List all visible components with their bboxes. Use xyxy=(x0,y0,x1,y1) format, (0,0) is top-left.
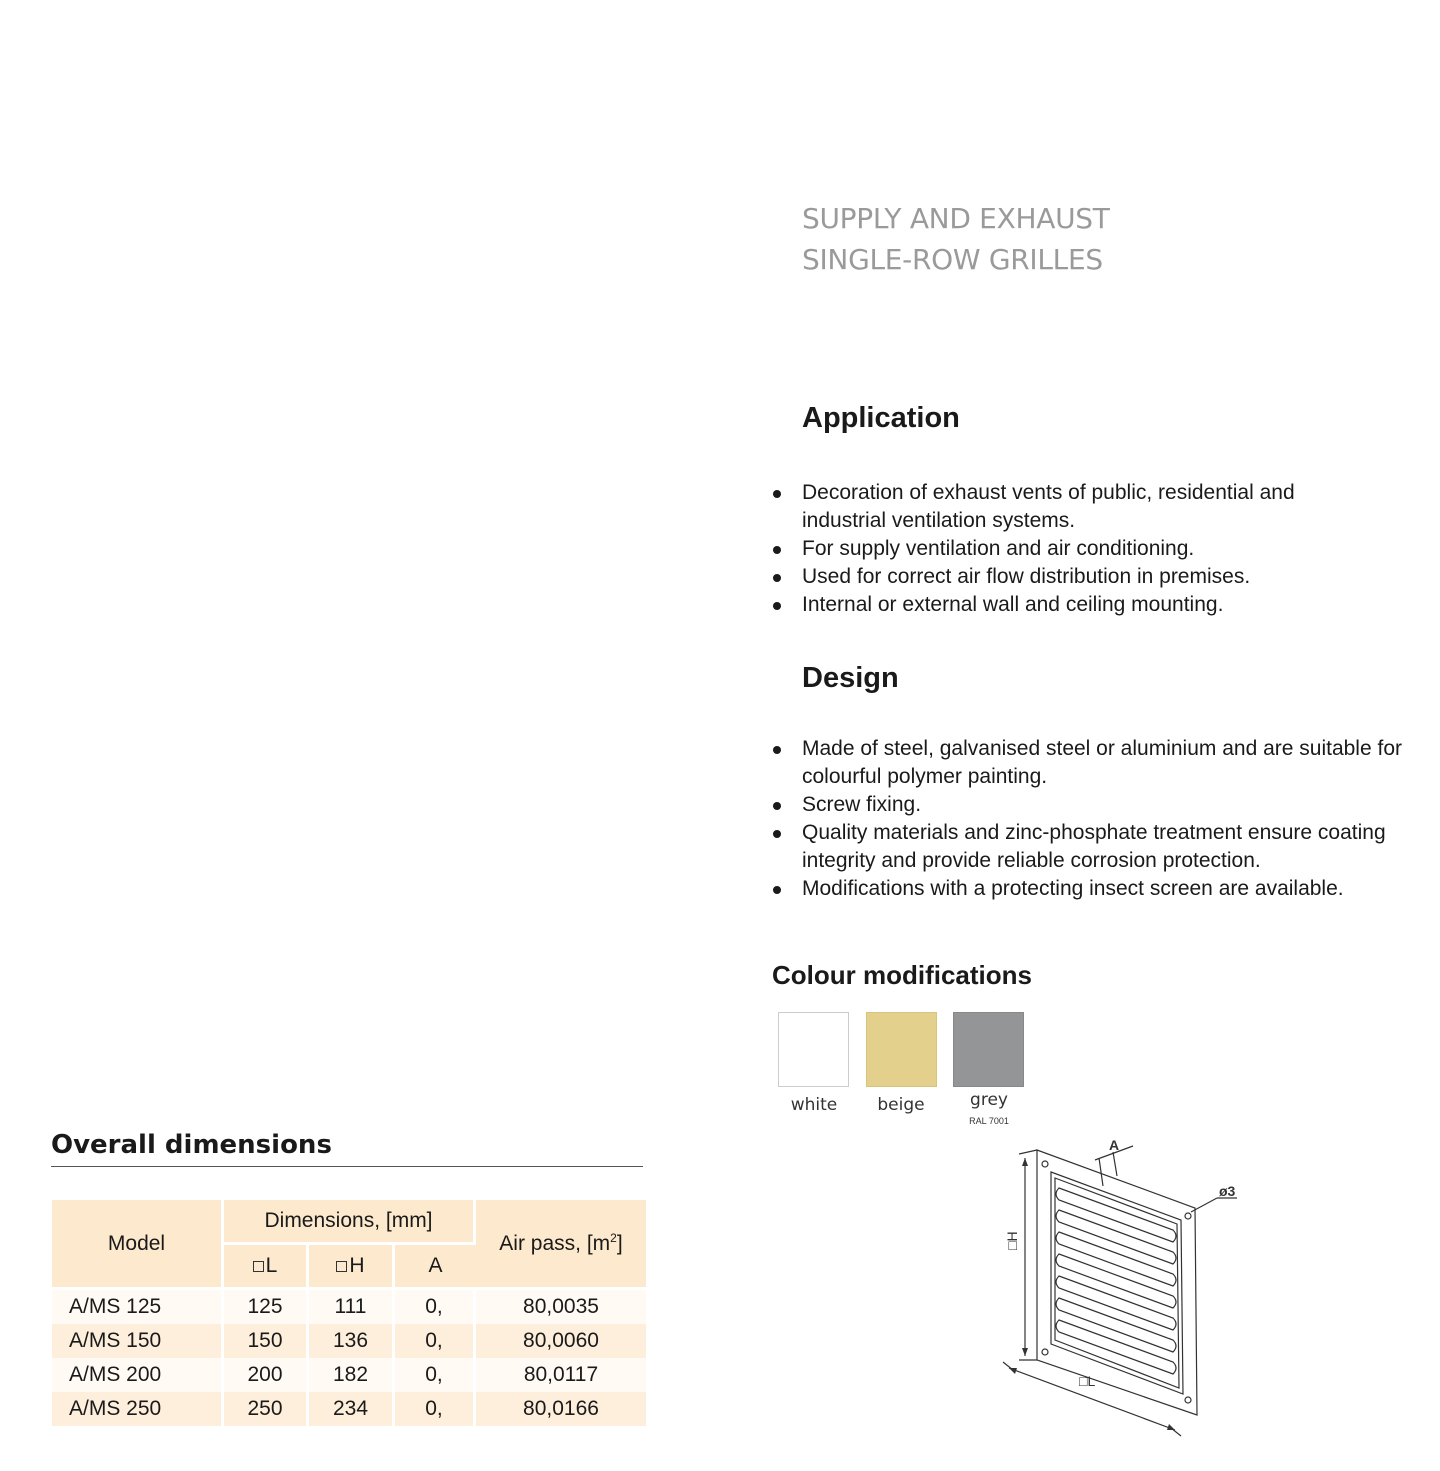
drawing-label-A: A xyxy=(1109,1137,1120,1153)
cell-model: A/MS 250 xyxy=(52,1392,224,1426)
application-heading: Application xyxy=(802,402,960,434)
page-title-line-2: SINGLE-ROW GRILLES xyxy=(802,243,1103,276)
table-row xyxy=(52,1358,646,1392)
page-title-line-1: SUPPLY AND EXHAUST xyxy=(802,202,1110,235)
grille-plate-outline xyxy=(1037,1150,1197,1415)
cell-A: 0, xyxy=(395,1324,476,1358)
cell-H: 136 xyxy=(309,1324,395,1358)
screw-hole xyxy=(1042,1349,1048,1355)
cell-A: 0, xyxy=(395,1392,476,1426)
application-item: Decoration of exhaust vents of public, residential and industrial ventilation systems. xyxy=(771,479,1331,535)
cell-air-pass: 80,0060 xyxy=(476,1324,646,1358)
cell-H: 182 xyxy=(309,1358,395,1392)
design-item: Screw fixing. xyxy=(771,791,1416,819)
cell-L: 125 xyxy=(224,1290,309,1324)
design-item: Modifications with a protecting insect screen are available. xyxy=(771,875,1416,903)
swatch-white xyxy=(778,1012,849,1087)
grille-technical-drawing xyxy=(995,1130,1255,1450)
cell-air-pass: 80,0035 xyxy=(476,1290,646,1324)
cell-model: A/MS 150 xyxy=(52,1324,224,1358)
col-header-A: A xyxy=(395,1245,476,1290)
drawing-label-L: □L xyxy=(1079,1373,1096,1389)
dimensions-table xyxy=(52,1200,646,1426)
cell-L: 150 xyxy=(224,1324,309,1358)
application-item: For supply ventilation and air conditioning. xyxy=(771,535,1331,563)
table-row xyxy=(52,1392,646,1426)
leader-line-d3 xyxy=(1191,1198,1217,1212)
design-heading: Design xyxy=(802,662,899,694)
screw-hole xyxy=(1185,1397,1191,1403)
grille-louvres xyxy=(1056,1188,1176,1374)
application-list xyxy=(771,479,1331,619)
cell-H: 234 xyxy=(309,1392,395,1426)
col-header-air-pass: Air pass, $[m^2]$ xyxy=(476,1200,646,1290)
cell-air-pass: 80,0166 xyxy=(476,1392,646,1426)
col-header-model: Model xyxy=(52,1200,224,1290)
table-row xyxy=(52,1290,646,1324)
cell-H: 111 xyxy=(309,1290,395,1324)
cell-A: 0, xyxy=(395,1290,476,1324)
swatch-grey-ral: RAL 7001 xyxy=(969,1116,1009,1126)
swatch-beige-label: beige xyxy=(877,1095,925,1115)
design-item: Quality materials and zinc-phosphate treatment ensure coating integrity and provide reliable corrosion protection. xyxy=(771,819,1416,875)
design-list xyxy=(771,735,1416,903)
drawing-label-d3: ø3 xyxy=(1219,1183,1236,1199)
cell-A: 0, xyxy=(395,1358,476,1392)
swatch-beige xyxy=(866,1012,937,1087)
cell-model: A/MS 125 xyxy=(52,1290,224,1324)
swatch-grey xyxy=(953,1012,1024,1087)
cell-L: 200 xyxy=(224,1358,309,1392)
square-symbol-icon xyxy=(253,1261,264,1272)
swatch-white-label: white xyxy=(790,1095,838,1115)
drawing-label-H: □H xyxy=(1004,1231,1020,1250)
col-header-L: L xyxy=(224,1245,309,1290)
heading-divider xyxy=(51,1166,643,1167)
application-item: Used for correct air flow distribution in premises. xyxy=(771,563,1331,591)
col-header-dimensions: Dimensions, [mm] xyxy=(224,1200,476,1245)
cell-air-pass: 80,0117 xyxy=(476,1358,646,1392)
design-item: Made of steel, galvanised steel or aluminium and are suitable for colourful polymer painting. xyxy=(771,735,1416,791)
screw-hole xyxy=(1042,1161,1048,1167)
screw-hole xyxy=(1185,1213,1191,1219)
swatch-grey-label: grey xyxy=(970,1090,1008,1110)
application-item: Internal or external wall and ceiling mounting. xyxy=(771,591,1331,619)
colour-modifications-heading: Colour modifications xyxy=(772,960,1032,990)
cell-model: A/MS 200 xyxy=(52,1358,224,1392)
cell-L: 250 xyxy=(224,1392,309,1426)
square-symbol-icon xyxy=(336,1261,347,1272)
page-title xyxy=(802,198,1110,280)
col-header-H: H xyxy=(309,1245,395,1290)
table-row xyxy=(52,1324,646,1358)
overall-dimensions-heading: Overall dimensions xyxy=(51,1130,332,1160)
